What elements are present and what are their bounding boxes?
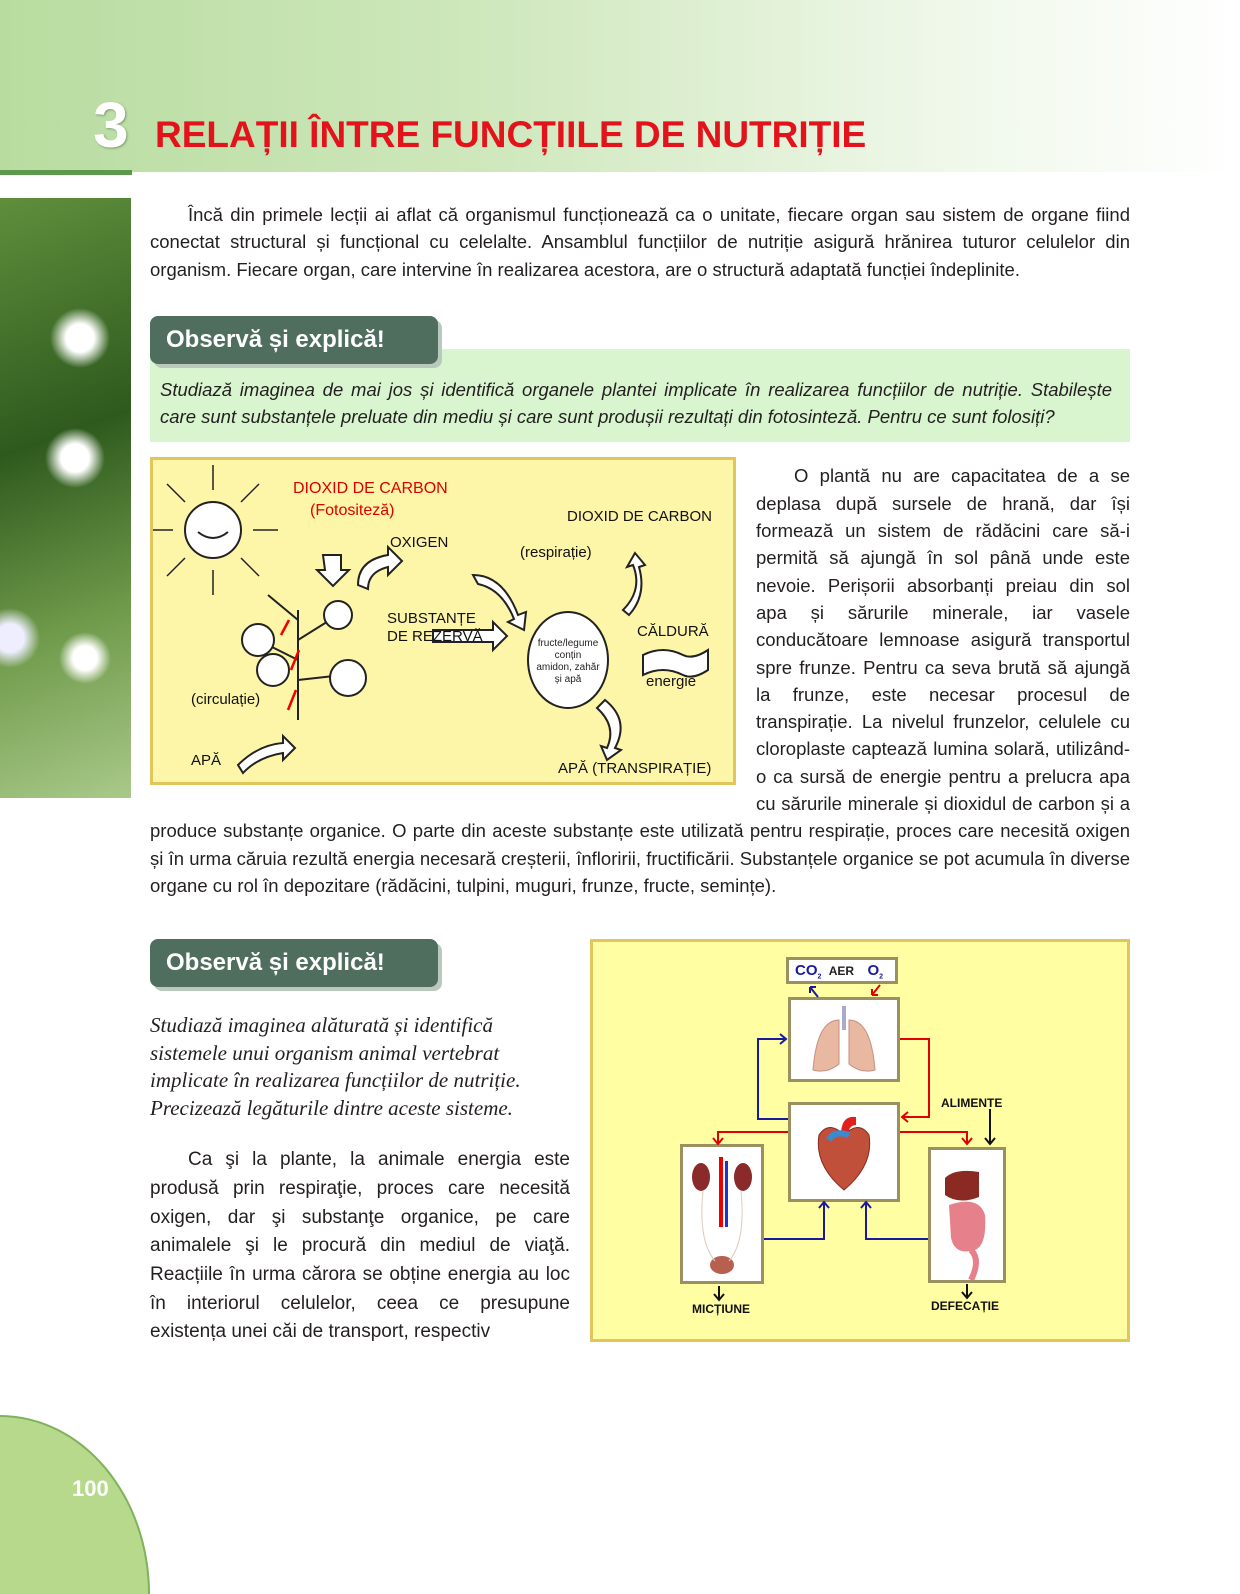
label-oxygen: OXIGEN <box>390 534 449 552</box>
co2-label: CO <box>795 962 818 980</box>
chapter-number: 3 <box>93 89 129 161</box>
kidneys-box <box>680 1144 764 1284</box>
o2-label: O <box>867 962 880 980</box>
respiration-arrow-icon <box>473 575 526 630</box>
digestive-box <box>928 1147 1006 1283</box>
heart-box <box>788 1102 900 1202</box>
lungs-icon <box>791 1000 897 1079</box>
label-transpiration: APĂ (TRANSPIRAȚIE) <box>558 760 712 778</box>
water-arrow-icon <box>238 736 295 773</box>
plant-nutrition-diagram <box>150 457 736 785</box>
label-co2-in: DIOXID DE CARBON <box>293 480 448 498</box>
label-reserve-1: SUBSTANȚE <box>387 610 476 628</box>
header-divider <box>0 170 132 175</box>
task-text-1: Studiază imaginea de mai jos și identifică organele plantei implicate în realizarea funcțiilor de nutriție. Stabilește care sunt substanțele preluate din mediu și care sunt produșii rezultați din fotosinteză. Pentru ce sunt folosiți? <box>160 378 1112 428</box>
lungs-box <box>788 997 900 1082</box>
label-energy: energie <box>646 673 697 691</box>
label-defecation: DEFECAȚIE <box>931 1299 1000 1314</box>
observe-explain-badge-2: Observă și explică! <box>150 939 438 987</box>
digestive-icon <box>931 1150 1003 1280</box>
sun-icon <box>185 502 241 558</box>
transpiration-arrow-icon <box>597 700 621 760</box>
fruit-label <box>525 638 611 686</box>
air-box <box>786 957 898 984</box>
plant-continued-paragraph: energie pentru a prelucra apa cu sărurile minerale și dioxidul de carbon și a produce substanțe organice. O parte din aceste substanțe este utilizată pentru respirație, proces care necesită oxigen și în urma căruia rezultă energia necesară creșterii, înfloririi, fructificării. Substanțele organice se pot acumula în diverse organe cu rol în depozitare (rădăcini, tulpini, muguri, frunze, fructe, semințe). <box>150 765 1130 896</box>
page-title: RELAȚII ÎNTRE FUNCȚIILE DE NUTRIȚIE <box>155 114 867 155</box>
plant-side-paragraph: O plantă nu are capacitatea de a se deplasa după sursele de hrană, dar își formează un sistem de rădăcini care să-i permită să ajungă în sol până unde este nevoie. Perișorii absorbanți preiau din sol apa și sărurile minerale, iar vasele conducătoare lemnoase asigură transportul spre frunze. Pentru ca seva brută să ajungă la frunze, este necesar procesul de transpirație. La nivelul frunzelor, celulele cu cloroplaste captează lumina solară, utilizând-o ca sursă de <box>756 465 1130 787</box>
label-heat: CĂLDURĂ <box>637 623 709 641</box>
task-text-2: Studiază imaginea alăturată și identifică sistemele unui organism animal vertebrat implicate în realizarea funcțiilor de nutriție. Precizează legăturile dintre aceste sisteme. <box>150 1013 521 1120</box>
label-urination: MICȚIUNE <box>692 1302 750 1317</box>
jasmine-flower-photo <box>0 198 131 798</box>
oxygen-arrow-icon <box>358 547 402 589</box>
label-foods: ALIMENTE <box>941 1096 1003 1111</box>
fruit-line: amidon, zahăr <box>536 662 600 674</box>
air-label: AER <box>828 964 855 979</box>
animal-paragraph: Ca şi la plante, la animale energia este produsă prin respiraţie, proces care necesită oxigen, dar şi substanţe organice, pe care animalele şi le procură din mediul de viaţă. Reacțiile în urma cărora se obține energia au loc în interiorul celulelor, ceea ce presupune existența unei căi de transport, respectiv <box>150 1149 570 1343</box>
heart-icon <box>791 1105 897 1199</box>
label-respiration: (respirație) <box>520 544 592 562</box>
fruit-line: și apă <box>554 674 582 686</box>
label-water: APĂ <box>191 752 222 770</box>
label-co2-out: DIOXID DE CARBON <box>567 508 713 526</box>
kidneys-icon <box>683 1147 761 1281</box>
label-circulation: (circulație) <box>191 691 261 709</box>
section-2 <box>150 939 1130 1347</box>
co2-out-arrow-icon <box>623 553 645 615</box>
label-reserve-2: DE REZERVĂ <box>387 628 483 646</box>
section-1 <box>150 316 1130 899</box>
o2-subscript: 2 <box>879 973 884 981</box>
animal-nutrition-diagram <box>590 939 1130 1342</box>
page-number: 100 <box>72 1476 109 1501</box>
observe-explain-badge-1: Observă și explică! <box>150 316 438 364</box>
page-corner-decoration <box>0 1415 150 1594</box>
fruit-line: fructe/legume <box>537 638 599 650</box>
co2-in-arrow-icon <box>317 555 349 586</box>
intro-paragraph: Încă din primele lecții ai aflat că organismul funcționează ca o unitate, fiecare organ sau sistem de organe fiind conectat structural și funcțional cu celelalte. Ansamblul funcțiilor de nutriție asigură hrănirea tuturor celulelor din organism. Fiecare organ, care intervine în realizarea acestora, are o structură adaptată funcției îndeplinite. <box>150 204 1130 280</box>
fruit-line: conțin <box>554 650 582 662</box>
co2-subscript: 2 <box>817 973 822 981</box>
main-content <box>150 201 1130 1352</box>
label-photosynthesis: (Fotositeză) <box>310 502 395 520</box>
